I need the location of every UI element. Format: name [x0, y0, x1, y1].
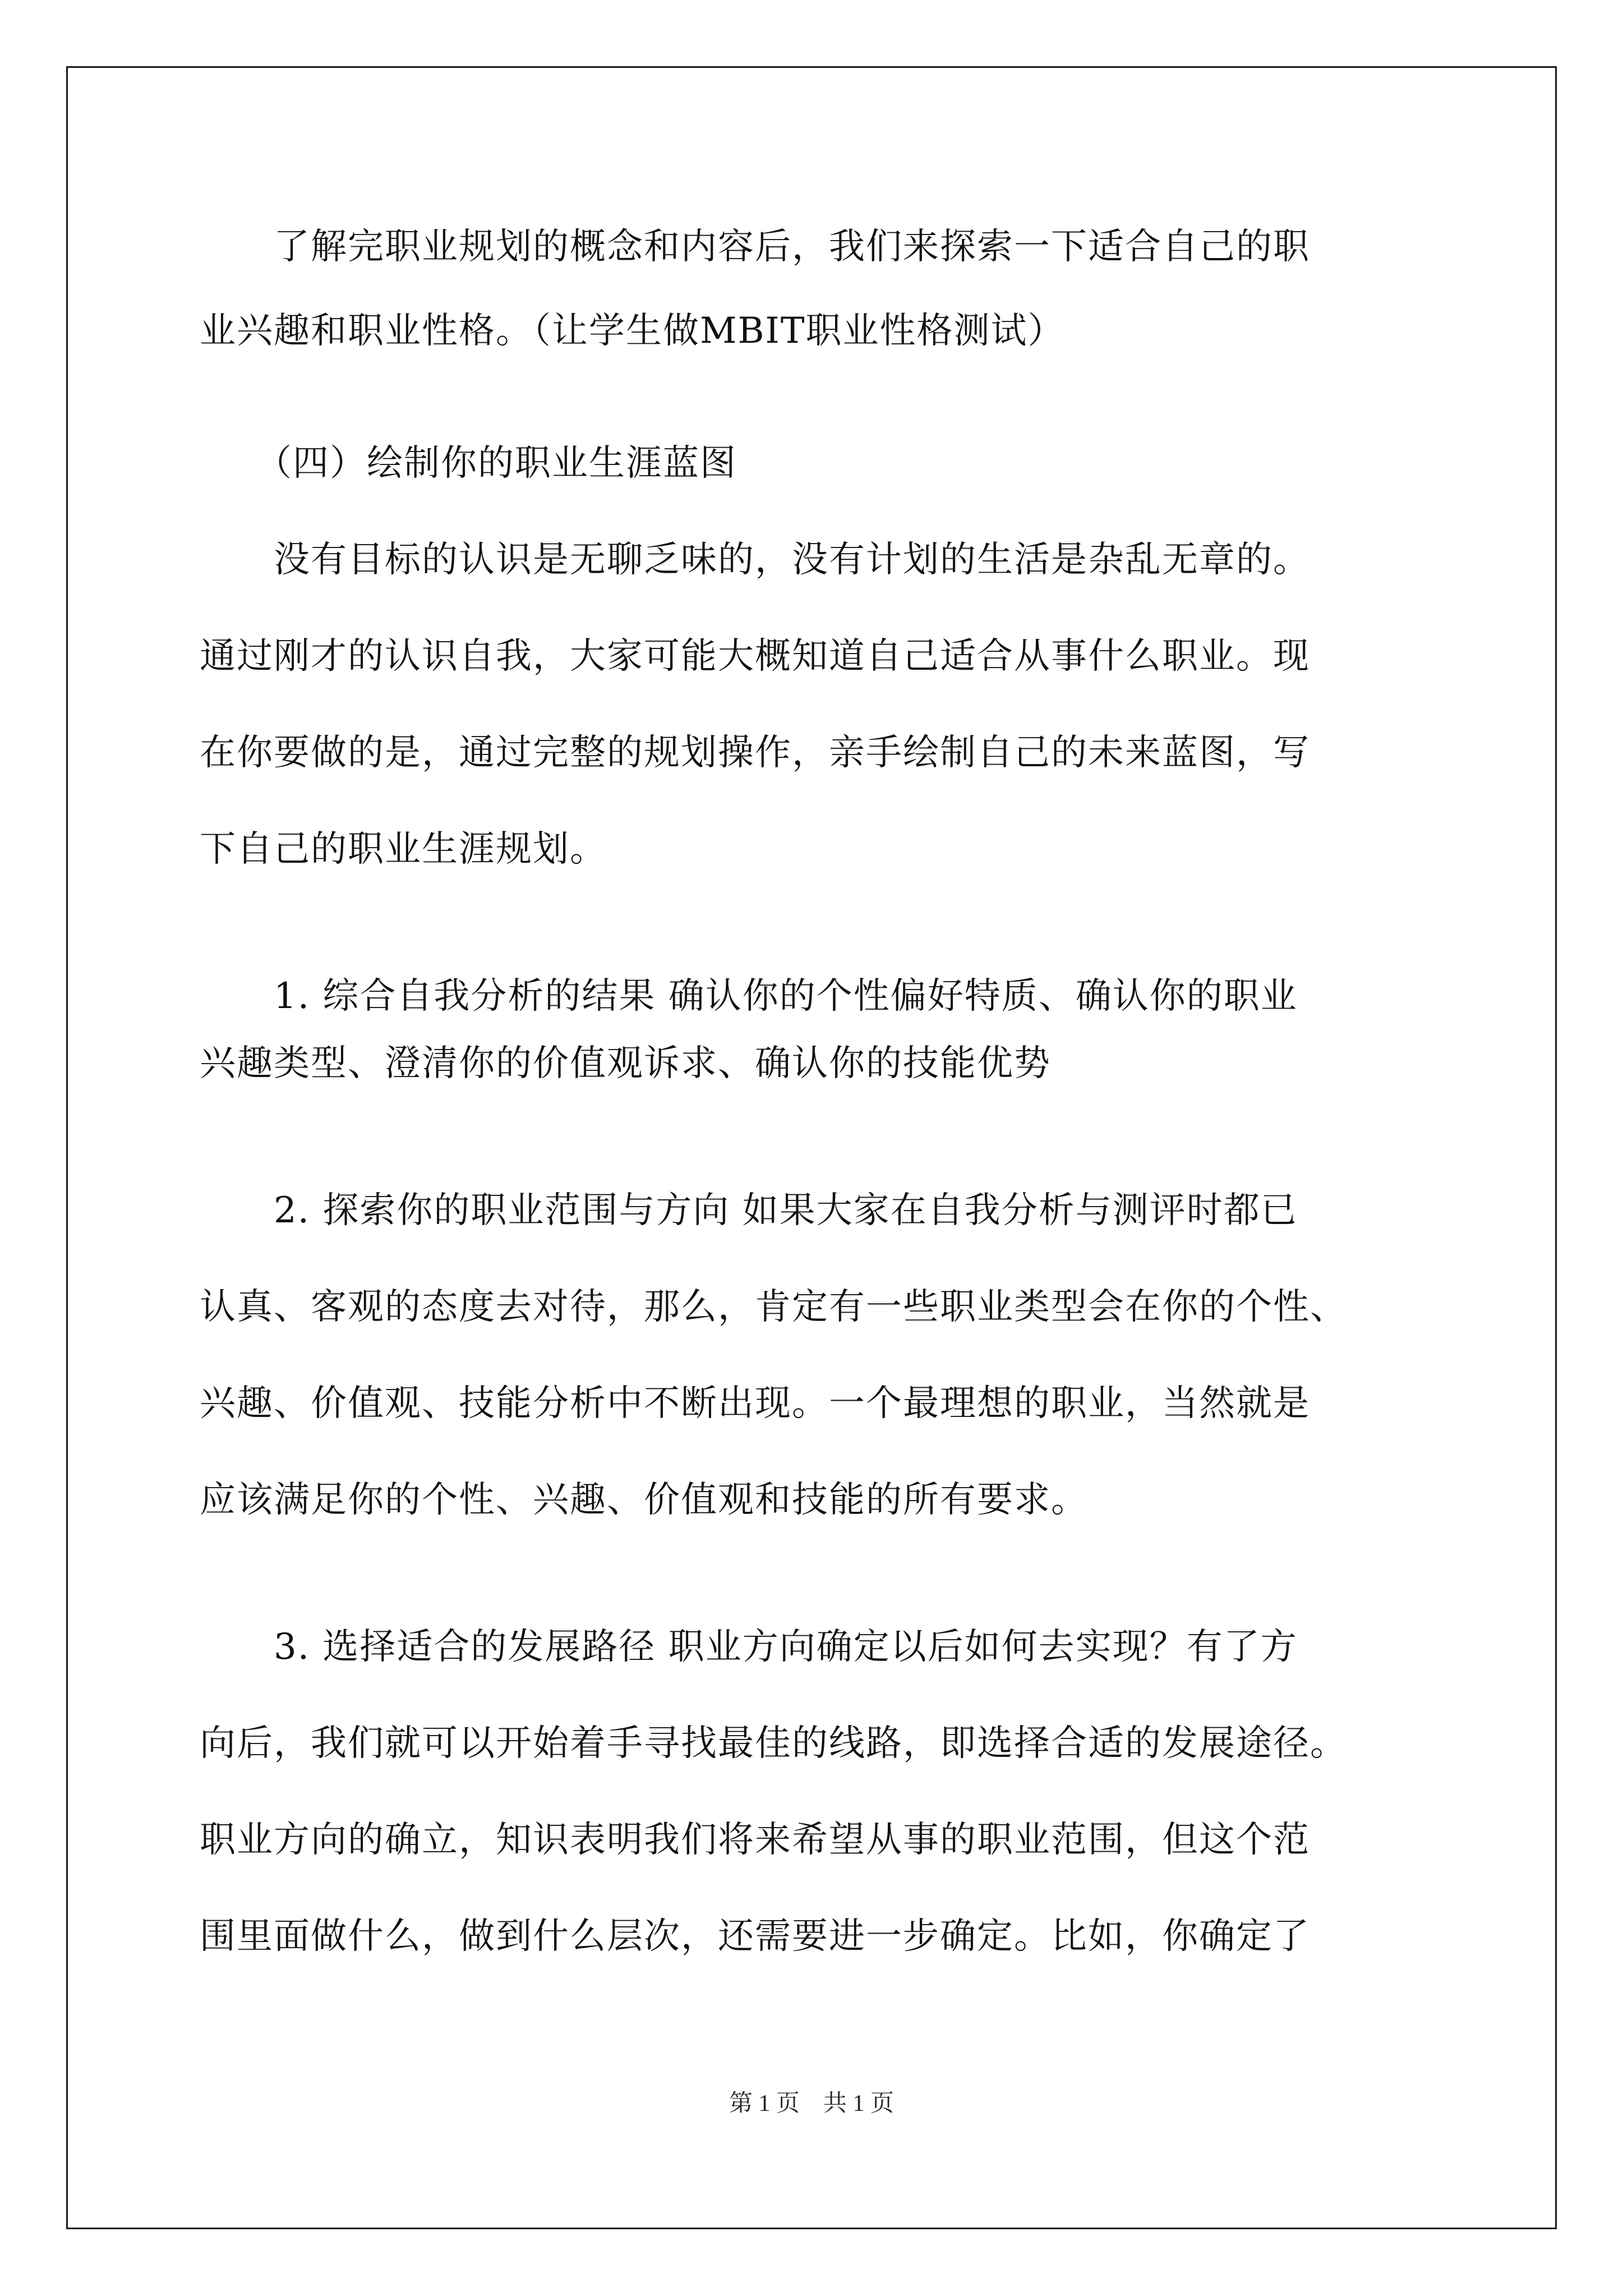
text-line: 围里面做什么，做到什么层次，还需要进一步确定。比如，你确定了 — [200, 1916, 1310, 1957]
text-line: 兴趣、价值观、技能分析中不断出现。一个最理想的职业，当然就是 — [200, 1383, 1310, 1424]
text-line: 向后，我们就可以开始着手寻找最佳的线路，即选择合适的发展途径。 — [200, 1723, 1347, 1764]
text-line: 2. 探索你的职业范围与方向 如果大家在自我分析与测评时都已 — [200, 1190, 1298, 1231]
text-line: 业兴趣和职业性格。（让学生做MBIT职业性格测试） — [200, 310, 1065, 352]
text-line: 通过刚才的认识自我，大家可能大概知道自己适合从事什么职业。现 — [200, 636, 1310, 677]
text-line: 了解完职业规划的概念和内容后，我们来探索一下适合自己的职 — [200, 226, 1310, 268]
text-line: 兴趣类型、澄清你的价值观诉求、确认你的技能优势 — [200, 1043, 1051, 1084]
text-line: 1. 综合自我分析的结果 确认你的个性偏好特质、确认你的职业 — [200, 976, 1298, 1017]
text-line: 职业方向的确立，知识表明我们将来希望从事的职业范围，但这个范 — [200, 1819, 1310, 1861]
text-line: 在你要做的是，通过完整的规划操作，亲手绘制自己的未来蓝图，写 — [200, 732, 1310, 774]
page-border — [66, 66, 1557, 2229]
page-footer: 第 1 页 共 1 页 — [728, 2091, 894, 2116]
text-line: 应该满足你的个性、兴趣、价值观和技能的所有要求。 — [200, 1479, 1088, 1521]
text-line: 3. 选择适合的发展路径 职业方向确定以后如何去实现？有了方 — [200, 1626, 1298, 1668]
section-heading: （四）绘制你的职业生涯蓝图 — [200, 443, 737, 484]
text-line: 下自己的职业生涯规划。 — [200, 829, 607, 870]
text-line: 认真、客观的态度去对待，那么，肯定有一些职业类型会在你的个性、 — [200, 1286, 1347, 1328]
text-line: 没有目标的认识是无聊乏味的，没有计划的生活是杂乱无章的。 — [200, 539, 1310, 581]
